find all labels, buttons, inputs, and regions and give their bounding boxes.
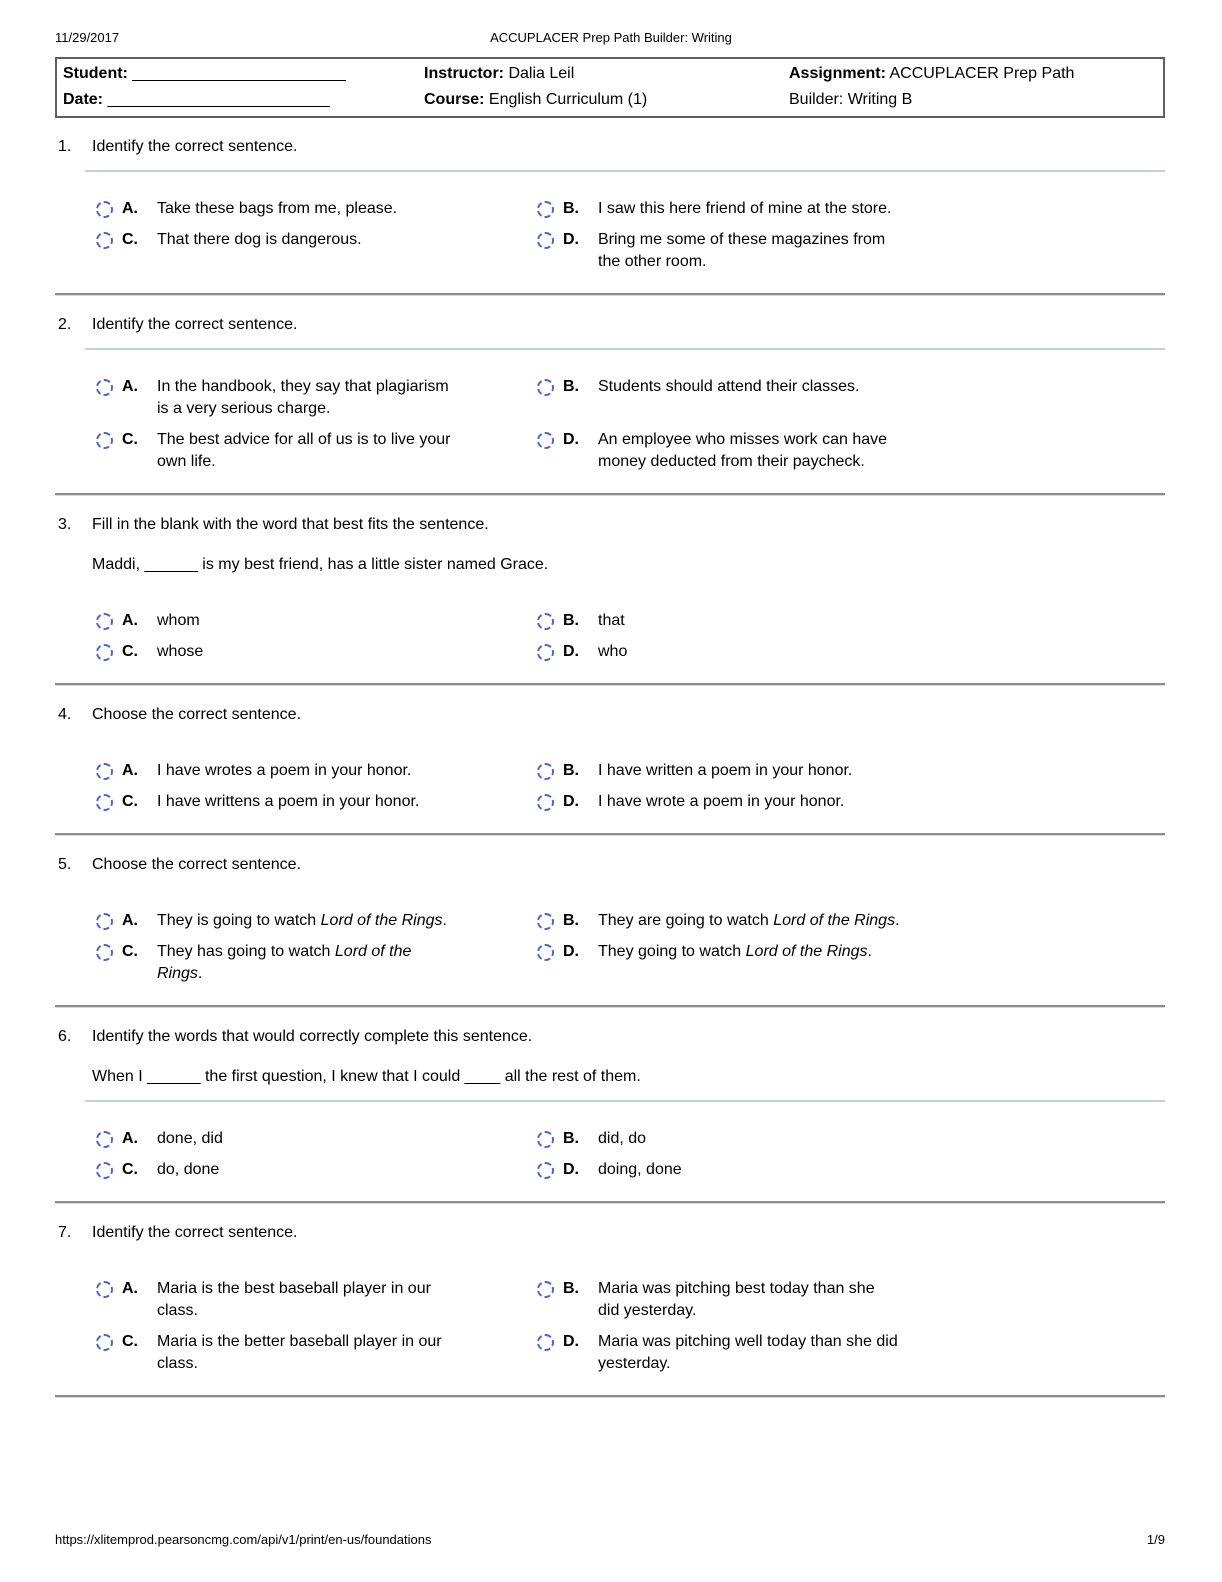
option-text-italic-segment: Lord of the Rings [773,912,896,929]
option-text-segment: done, did [157,1130,223,1147]
option-letter: D. [563,1333,579,1350]
assignment-row-1 [789,61,1159,87]
question-text: Identify the correct sentence. [92,1224,298,1241]
option-letter: A. [122,912,138,929]
option-letter: A. [122,612,138,629]
option-text [157,910,447,932]
radio-button-icon[interactable] [537,379,554,396]
option-letter: B. [563,200,579,217]
option-text-segment: Bring me some of these magazines from [598,231,886,248]
print-title: ACCUPLACER Prep Path Builder: Writing [490,30,732,45]
assignment-label: Assignment: [789,65,886,82]
option-letter: A. [122,1130,138,1147]
option-text-segment: . [197,965,203,982]
print-header [0,0,1222,57]
option-text [598,760,852,782]
question-text: Choose the correct sentence. [92,856,302,873]
radio-button-icon[interactable] [96,379,113,396]
question-row [55,1026,1165,1048]
option-text-segment: Take these bags from me, please. [157,200,398,217]
answer-option [96,941,537,985]
option-letter: D. [563,431,579,448]
option-text [157,791,419,813]
radio-button-icon[interactable] [537,432,554,449]
radio-button-icon[interactable] [96,794,113,811]
instructor-label: Instructor: [424,65,504,82]
option-letter: B. [563,762,579,779]
options-grid [96,1128,1165,1181]
option-text [598,641,627,663]
radio-button-icon[interactable] [537,944,554,961]
assignment-row-2 [789,87,1159,113]
option-text [598,1128,646,1150]
question-row [55,514,1165,536]
option-letter: C. [122,1333,138,1350]
question-number: 4. [58,706,72,723]
option-text-segment: class. [157,1302,198,1319]
option-text-italic-segment: Lord of the [334,943,412,960]
option-text-segment: whose [157,643,204,660]
student-label: Student: [63,65,128,82]
question-number: 3. [58,516,72,533]
option-text [598,610,625,632]
option-text-segment: They going to watch [598,943,746,960]
assignment-value-line1: ACCUPLACER Prep Path [889,65,1075,82]
option-text-segment: is a very serious charge. [157,400,331,417]
answer-option [537,429,1165,473]
instructor-row [424,61,789,87]
option-letter: A. [122,1280,138,1297]
option-text-segment: did, do [598,1130,647,1147]
radio-button-icon[interactable] [96,1162,113,1179]
option-text-segment: yesterday. [598,1355,671,1372]
answer-option [96,641,537,663]
option-letter: C. [122,1161,138,1178]
options-grid [96,376,1165,473]
radio-button-icon[interactable] [96,944,113,961]
answer-option [96,610,537,632]
radio-button-icon[interactable] [96,1131,113,1148]
option-text-segment: doing, done [598,1161,682,1178]
option-text-segment: Maria was pitching best today than she [598,1280,875,1297]
question-text: Identify the correct sentence. [92,138,298,155]
date-blank-line: _________________________ [107,91,330,108]
answer-option [96,1331,537,1375]
question-text: Choose the correct sentence. [92,706,302,723]
options-grid [96,610,1165,663]
answer-option [537,941,1165,985]
print-date: 11/29/2017 [55,30,120,45]
option-text-segment: Maria is the better baseball player in our [157,1333,442,1350]
option-letter: B. [563,378,579,395]
question-number: 6. [58,1028,72,1045]
option-text [598,1331,898,1375]
radio-button-icon[interactable] [96,763,113,780]
option-text [157,376,449,420]
radio-button-icon[interactable] [537,1334,554,1351]
option-text-italic-segment: Lord of the Rings [745,943,868,960]
question-row [55,854,1165,876]
option-letter: D. [563,793,579,810]
answer-option [537,910,1165,932]
option-text [598,941,872,963]
question-block [55,836,1165,1008]
radio-button-icon[interactable] [537,201,554,218]
question-block [55,118,1165,296]
option-letter: A. [122,762,138,779]
date-label: Date: [63,91,104,108]
option-text-segment: I saw this here friend of mine at the store. [598,200,892,217]
answer-option [537,641,1165,663]
answer-option [96,1278,537,1322]
radio-button-icon[interactable] [537,232,554,249]
option-letter: B. [563,912,579,929]
question-number: 2. [58,316,72,333]
question-number: 5. [58,856,72,873]
instructor-value: Dalia Leil [508,65,575,82]
course-row [424,87,789,113]
option-text-segment: . [442,912,447,929]
question-list [55,118,1165,1398]
answer-option [96,1159,537,1181]
answer-option [537,1159,1165,1181]
option-letter: A. [122,378,138,395]
option-text-segment: In the handbook, they say that plagiarism [157,378,449,395]
option-letter: D. [563,1161,579,1178]
option-text [157,760,411,782]
option-text-segment: . [895,912,900,929]
answer-option [537,229,1165,273]
question-text: Identify the correct sentence. [92,316,298,333]
print-footer [55,1532,1165,1547]
assignment-info-box [55,57,1165,118]
radio-button-icon[interactable] [537,763,554,780]
question-divider [85,170,1165,172]
date-row [63,87,424,113]
question-text: Fill in the blank with the word that best fits the sentence. [92,516,489,533]
option-letter: D. [563,943,579,960]
option-text-segment: They has going to watch [157,943,335,960]
option-text-segment: The best advice for all of us is to live your [157,431,451,448]
option-text [598,1159,682,1181]
option-text [157,610,200,632]
option-text [598,198,891,220]
option-text-segment: class. [157,1355,198,1372]
radio-button-icon[interactable] [96,913,113,930]
option-letter: D. [563,231,579,248]
answer-option [537,791,1165,813]
answer-option [537,760,1165,782]
option-text-segment: that [598,612,625,629]
answer-option [96,760,537,782]
option-text [157,1159,219,1181]
option-text-segment: An employee who misses work can have [598,431,888,448]
option-letter: C. [122,643,138,660]
option-text [598,791,844,813]
question-text: Identify the words that would correctly complete this sentence. [92,1028,533,1045]
answer-option [96,429,537,473]
question-stem: Maddi, ______ is my best friend, has a little sister named Grace. [92,556,549,573]
answer-option [96,229,537,273]
options-grid [96,910,1165,985]
option-text-segment: did yesterday. [598,1302,697,1319]
option-text [157,198,397,220]
answer-option [96,376,537,420]
option-text-segment: I have wrote a poem in your honor. [598,793,845,810]
option-text [598,376,860,398]
info-col-assignment [789,61,1159,113]
option-letter: C. [122,793,138,810]
answer-option [537,1331,1165,1375]
options-grid [96,1278,1165,1375]
option-text [157,941,411,985]
question-row [55,1222,1165,1244]
assignment-value-line2: Builder: Writing B [789,91,913,108]
question-block [55,296,1165,496]
option-text-segment: Maria was pitching well today than she did [598,1333,898,1350]
radio-button-icon[interactable] [96,232,113,249]
question-block [55,1204,1165,1398]
option-text [157,229,362,251]
answer-option [96,1128,537,1150]
radio-button-icon[interactable] [96,1281,113,1298]
question-divider [85,1100,1165,1102]
question-stem: When I ______ the first question, I knew that I could ____ all the rest of them. [92,1068,641,1085]
option-text-segment: That there dog is dangerous. [157,231,362,248]
option-text [598,910,900,932]
radio-button-icon[interactable] [96,644,113,661]
options-grid [96,760,1165,813]
student-row [63,61,424,87]
option-text-segment: do, done [157,1161,220,1178]
option-letter: C. [122,943,138,960]
student-blank-line: ________________________ [132,65,346,82]
answer-option [537,1128,1165,1150]
option-letter: A. [122,200,138,217]
option-text-italic-segment: Lord of the Rings [320,912,443,929]
radio-button-icon[interactable] [537,644,554,661]
answer-option [96,198,537,220]
radio-button-icon[interactable] [537,794,554,811]
radio-button-icon[interactable] [537,1131,554,1148]
section-divider [55,1395,1165,1398]
answer-option [96,910,537,932]
option-text [157,429,450,473]
option-text-segment: They is going to watch [157,912,321,929]
radio-button-icon[interactable] [96,432,113,449]
question-divider [85,348,1165,350]
option-text-segment: I have wrotes a poem in your honor. [157,762,412,779]
answer-option [537,376,1165,420]
option-text [598,429,887,473]
answer-option [537,610,1165,632]
question-block [55,686,1165,836]
option-text-italic-segment: Rings [157,965,198,982]
option-text-segment: Students should attend their classes. [598,378,860,395]
info-col-instructor [424,61,789,113]
radio-button-icon[interactable] [96,1334,113,1351]
radio-button-icon[interactable] [537,1162,554,1179]
answer-option [96,791,537,813]
radio-button-icon[interactable] [537,613,554,630]
question-block [55,496,1165,686]
question-number: 1. [58,138,72,155]
radio-button-icon[interactable] [537,913,554,930]
course-value: English Curriculum (1) [488,91,648,108]
option-text-segment: own life. [157,453,216,470]
option-text-segment: Maria is the best baseball player in our [157,1280,431,1297]
option-letter: D. [563,643,579,660]
option-letter: B. [563,612,579,629]
question-row [55,314,1165,336]
question-number: 7. [58,1224,72,1241]
option-text-segment: . [867,943,872,960]
option-text [157,641,203,663]
question-block [55,1008,1165,1204]
option-text [598,229,885,273]
answer-option [537,198,1165,220]
option-text [157,1128,223,1150]
option-letter: C. [122,231,138,248]
radio-button-icon[interactable] [96,613,113,630]
footer-page-number: 1/9 [1146,1532,1165,1547]
option-letter: B. [563,1130,579,1147]
option-text-segment: the other room. [598,253,707,270]
option-text-segment: whom [157,612,200,629]
answer-option [537,1278,1165,1322]
option-text [157,1278,431,1322]
option-letter: B. [563,1280,579,1297]
option-text-segment: I have written a poem in your honor. [598,762,853,779]
option-text-segment: who [598,643,628,660]
footer-url: https://xlitemprod.pearsoncmg.com/api/v1/print/en-us/foundations [55,1532,432,1547]
option-text-segment: money deducted from their paycheck. [598,453,865,470]
question-row [55,704,1165,726]
info-col-student [63,61,424,113]
question-row [55,136,1165,158]
option-text [598,1278,875,1322]
option-letter: C. [122,431,138,448]
option-text [157,1331,442,1375]
radio-button-icon[interactable] [96,201,113,218]
course-label: Course: [424,91,485,108]
option-text-segment: I have writtens a poem in your honor. [157,793,420,810]
options-grid [96,198,1165,273]
radio-button-icon[interactable] [537,1281,554,1298]
option-text-segment: They are going to watch [598,912,774,929]
